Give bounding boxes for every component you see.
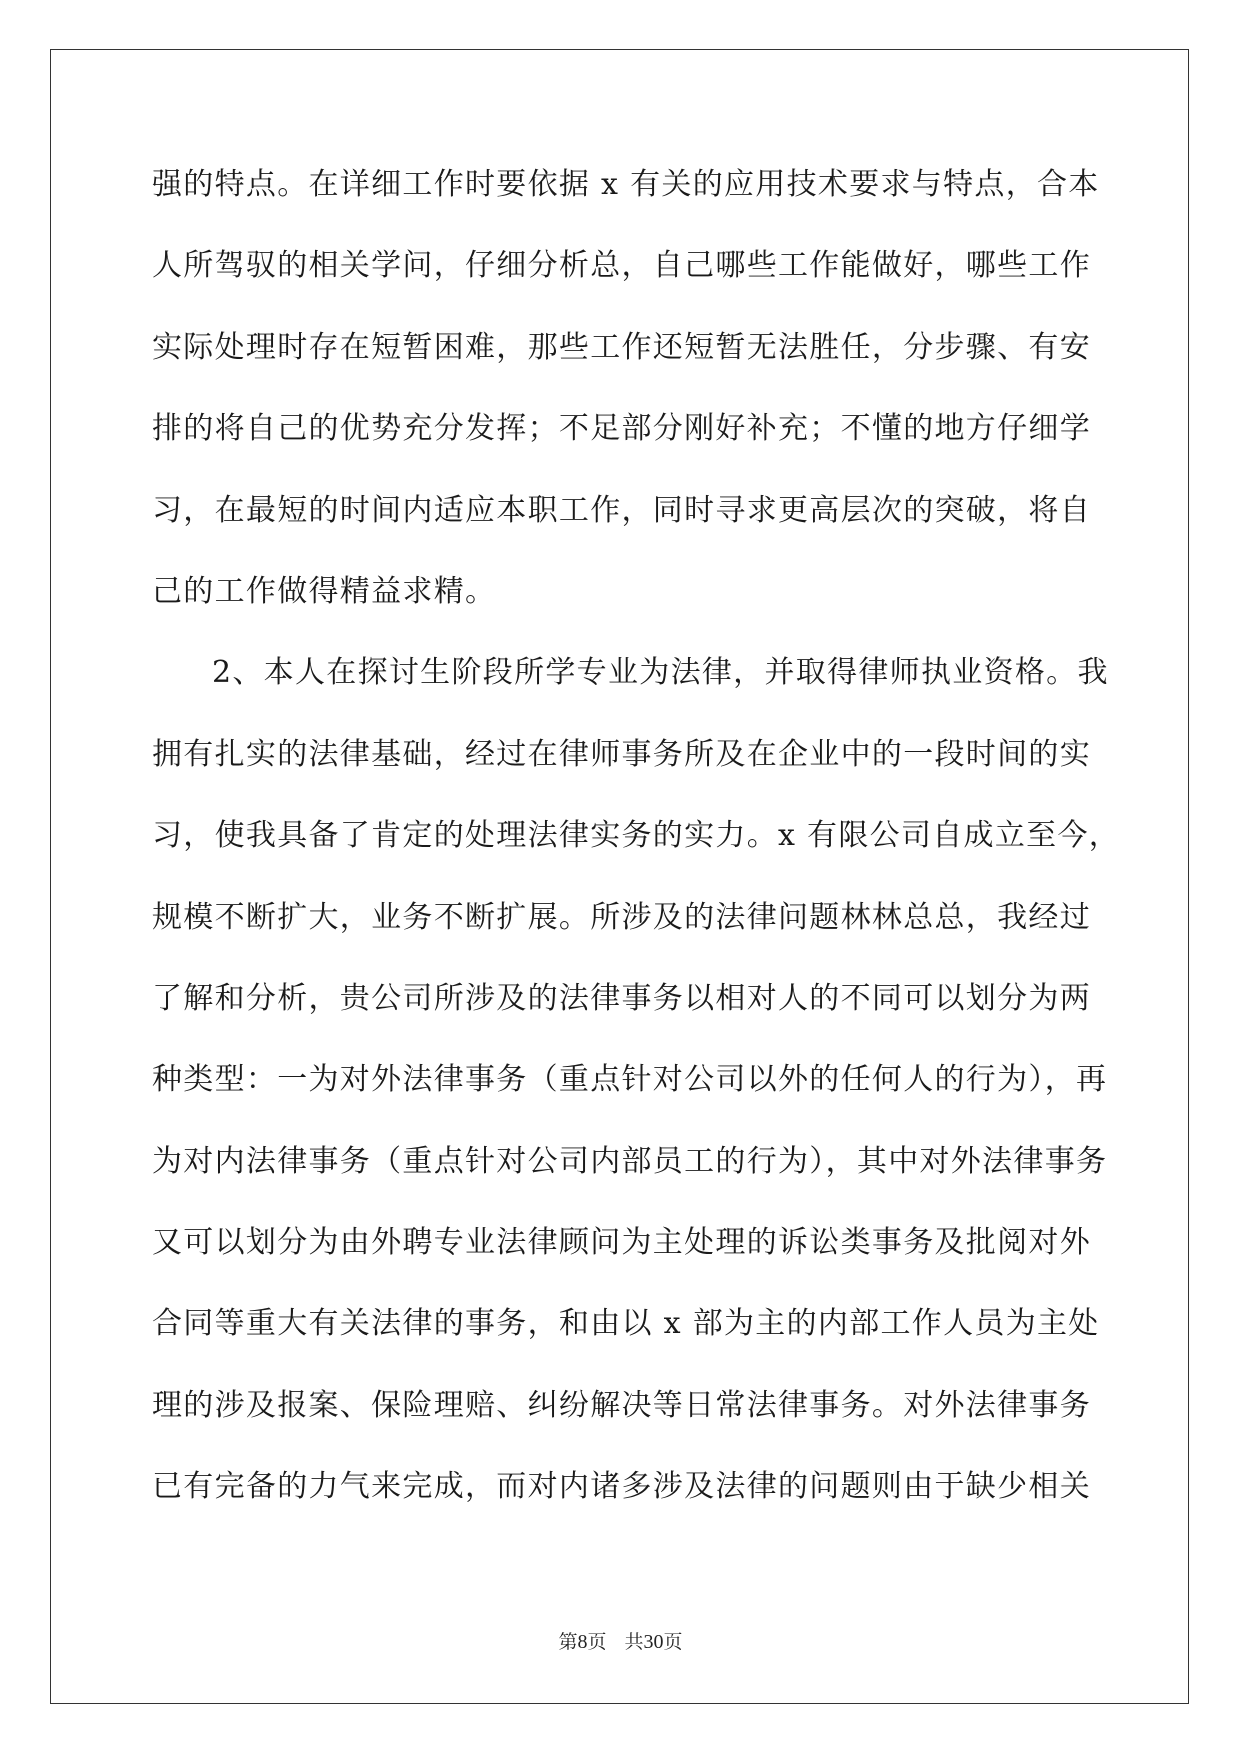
total-suffix: 页 [663,1631,683,1653]
text-line: 了解和分析，贵公司所涉及的法律事务以相对人的不同可以划分为两 [152,980,1091,1016]
text-line: 习，在最短的时间内适应本职工作，同时寻求更高层次的突破，将自 [152,492,1091,528]
text-line: 习，使我具备了肯定的处理法律实务的实力。x 有限公司自成立至今， [152,818,1121,854]
text-line: 理的涉及报案、保险理赔、纠纷解决等日常法律事务。对外法律事务 [152,1387,1091,1423]
text-line: 实际处理时存在短暂困难，那些工作还短暂无法胜任，分步骤、有安 [152,329,1091,365]
text-line: 拥有扎实的法律基础，经过在律师事务所及在企业中的一段时间的实 [152,736,1091,772]
page-footer [0,1627,1241,1654]
total-pages: 30 [643,1631,664,1653]
text-line: 又可以划分为由外聘专业法律顾问为主处理的诉讼类事务及批阅对外 [152,1225,1091,1261]
page-prefix: 第 [558,1631,578,1653]
text-line: 已有完备的力气来完成，而对内诸多涉及法律的问题则由于缺少相关 [152,1469,1091,1505]
page-suffix: 页 [587,1631,607,1653]
text-line: 强的特点。在详细工作时要依据 x 有关的应用技术要求与特点，合本 [152,167,1100,202]
text-line-paragraph-end: 己的工作做得精益求精。 [152,573,497,609]
document-body [152,155,1121,1539]
text-line: 排的将自己的优势充分发挥；不足部分刚好补充；不懂的地方仔细学 [152,411,1091,447]
text-line: 人所驾驭的相关学问，仔细分析总，自己哪些工作能做好，哪些工作 [152,248,1091,284]
text-line: 合同等重大有关法律的事务，和由以 x 部为主的内部工作人员为主处 [152,1306,1100,1342]
page-number: 8 [577,1631,588,1653]
text-line-paragraph-start: 2、本人在探讨生阶段所学专业为法律，并取得律师执业资格。我 [212,655,1109,691]
text-line: 规模不断扩大，业务不断扩展。所涉及的法律问题林林总总，我经过 [152,899,1091,935]
text-line: 种类型：一为对外法律事务（重点针对公司以外的任何人的行为），再 [152,1062,1108,1098]
total-prefix: 共 [624,1631,644,1653]
text-line: 为对内法律事务（重点针对公司内部员工的行为），其中对外法律事务 [152,1143,1108,1179]
